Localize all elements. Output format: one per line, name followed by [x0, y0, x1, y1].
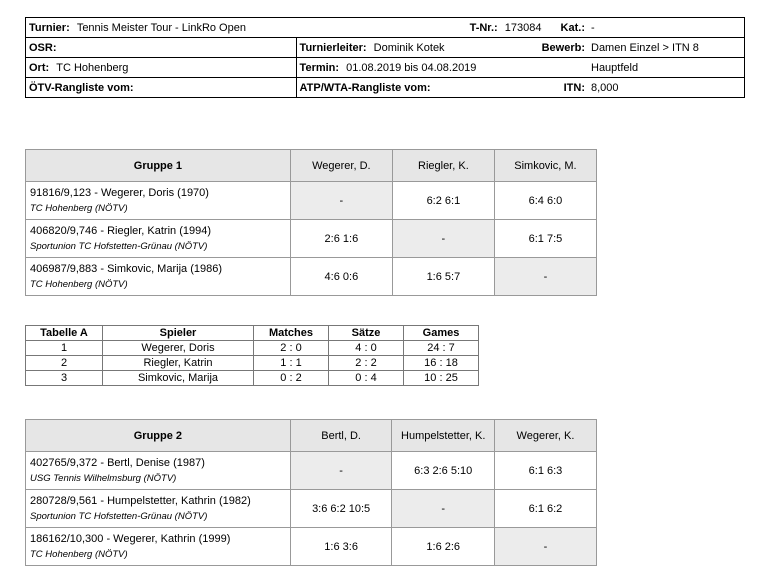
player-club: TC Hohenberg (NÖTV) [30, 202, 128, 214]
info-row-osr [26, 38, 745, 58]
result-cell: - [494, 528, 596, 566]
player-cell [26, 258, 291, 296]
result-cell: 6:1 6:3 [494, 452, 596, 490]
feld-value: Hauptfeld [591, 61, 639, 74]
player-cell [26, 528, 291, 566]
column-header: Wegerer, D. [290, 150, 392, 182]
standings-header: Games [404, 326, 479, 341]
group-title: Gruppe 2 [26, 420, 291, 452]
player-row [26, 220, 597, 258]
sets-cell: 0 : 4 [329, 371, 404, 386]
result-cell: - [392, 490, 494, 528]
player-club: TC Hohenberg (NÖTV) [30, 278, 128, 290]
result-cell: - [290, 182, 392, 220]
ort-value: TC Hohenberg [56, 61, 129, 74]
player-row [26, 490, 597, 528]
standings-table [25, 325, 479, 386]
tnr-label: T-Nr.: [469, 21, 498, 34]
sets-cell: 2 : 2 [329, 356, 404, 371]
group-header-row [26, 420, 597, 452]
rank-cell: 3 [26, 371, 103, 386]
termin-label: Termin: [299, 61, 340, 74]
result-cell: 1:6 5:7 [392, 258, 494, 296]
result-cell: 6:1 6:2 [494, 490, 596, 528]
kat-label: Kat.: [560, 21, 585, 34]
bewerb-value: Damen Einzel > ITN 8 [591, 41, 699, 54]
itn-label: ITN: [563, 81, 585, 94]
matches-cell: 1 : 1 [254, 356, 329, 371]
standings-row [26, 356, 479, 371]
turnierleiter-label: Turnierleiter: [299, 41, 367, 54]
group-title: Gruppe 1 [26, 150, 291, 182]
column-header: Riegler, K. [392, 150, 494, 182]
result-cell: 3:6 6:2 10:5 [290, 490, 392, 528]
standings-header: Sätze [329, 326, 404, 341]
column-header: Simkovic, M. [494, 150, 596, 182]
player-cell [26, 452, 291, 490]
player-cell: Simkovic, Marija [103, 371, 254, 386]
result-cell: 1:6 3:6 [290, 528, 392, 566]
player-name: 406987/9,883 - Simkovic, Marija (1986) [30, 262, 222, 275]
player-row [26, 452, 597, 490]
column-header: Bertl, D. [290, 420, 392, 452]
player-row [26, 258, 597, 296]
player-club: USG Tennis Wilhelmsburg (NÖTV) [30, 472, 177, 484]
player-club: TC Hohenberg (NÖTV) [30, 548, 128, 560]
info-row-turnier [26, 18, 745, 38]
tnr-value: 173084 [504, 21, 542, 34]
games-cell: 10 : 25 [404, 371, 479, 386]
result-cell: 6:4 6:0 [494, 182, 596, 220]
standings-header: Matches [254, 326, 329, 341]
games-cell: 16 : 18 [404, 356, 479, 371]
info-row-ort [26, 58, 745, 78]
tournament-info-table [25, 17, 745, 98]
turnierleiter-value: Dominik Kotek [373, 41, 445, 54]
sets-cell: 4 : 0 [329, 341, 404, 356]
player-cell [26, 490, 291, 528]
osr-label: OSR: [29, 41, 57, 54]
player-cell: Riegler, Katrin [103, 356, 254, 371]
player-name: 402765/9,372 - Bertl, Denise (1987) [30, 456, 205, 469]
column-header: Humpelstetter, K. [392, 420, 494, 452]
rank-cell: 1 [26, 341, 103, 356]
group-header-row [26, 150, 597, 182]
turnier-label: Turnier: [29, 21, 70, 34]
player-cell [26, 182, 291, 220]
player-row [26, 182, 597, 220]
player-name: 186162/10,300 - Wegerer, Kathrin (1999) [30, 532, 231, 545]
column-header: Wegerer, K. [494, 420, 596, 452]
result-cell: 1:6 2:6 [392, 528, 494, 566]
kat-value: - [591, 21, 595, 34]
matches-cell: 0 : 2 [254, 371, 329, 386]
turnier-value: Tennis Meister Tour - LinkRo Open [76, 21, 246, 34]
standings-header: Tabelle A [26, 326, 103, 341]
player-club: Sportunion TC Hofstetten-Grünau (NÖTV) [30, 240, 208, 252]
oetv-label: ÖTV-Rangliste vom: [29, 81, 134, 94]
result-cell: 6:2 6:1 [392, 182, 494, 220]
ort-label: Ort: [29, 61, 50, 74]
bewerb-label: Bewerb: [541, 41, 585, 54]
player-row [26, 528, 597, 566]
result-cell: - [392, 220, 494, 258]
atp-label: ATP/WTA-Rangliste vom: [299, 81, 431, 94]
player-name: 406820/9,746 - Riegler, Katrin (1994) [30, 224, 212, 237]
games-cell: 24 : 7 [404, 341, 479, 356]
standings-row [26, 341, 479, 356]
group-2-table [25, 419, 597, 566]
matches-cell: 2 : 0 [254, 341, 329, 356]
termin-value: 01.08.2019 bis 04.08.2019 [346, 61, 477, 74]
standings-header-row [26, 326, 479, 341]
result-cell: 2:6 1:6 [290, 220, 392, 258]
result-cell: - [290, 452, 392, 490]
player-cell [26, 220, 291, 258]
group-1-table [25, 149, 597, 296]
info-row-rangliste [26, 78, 745, 98]
result-cell: 6:3 2:6 5:10 [392, 452, 494, 490]
standings-row [26, 371, 479, 386]
result-cell: - [494, 258, 596, 296]
itn-value: 8,000 [591, 81, 619, 94]
result-cell: 6:1 7:5 [494, 220, 596, 258]
player-club: Sportunion TC Hofstetten-Grünau (NÖTV) [30, 510, 208, 522]
standings-header: Spieler [103, 326, 254, 341]
player-name: 280728/9,561 - Humpelstetter, Kathrin (1982) [30, 494, 251, 507]
player-cell: Wegerer, Doris [103, 341, 254, 356]
result-cell: 4:6 0:6 [290, 258, 392, 296]
player-name: 91816/9,123 - Wegerer, Doris (1970) [30, 186, 209, 199]
rank-cell: 2 [26, 356, 103, 371]
